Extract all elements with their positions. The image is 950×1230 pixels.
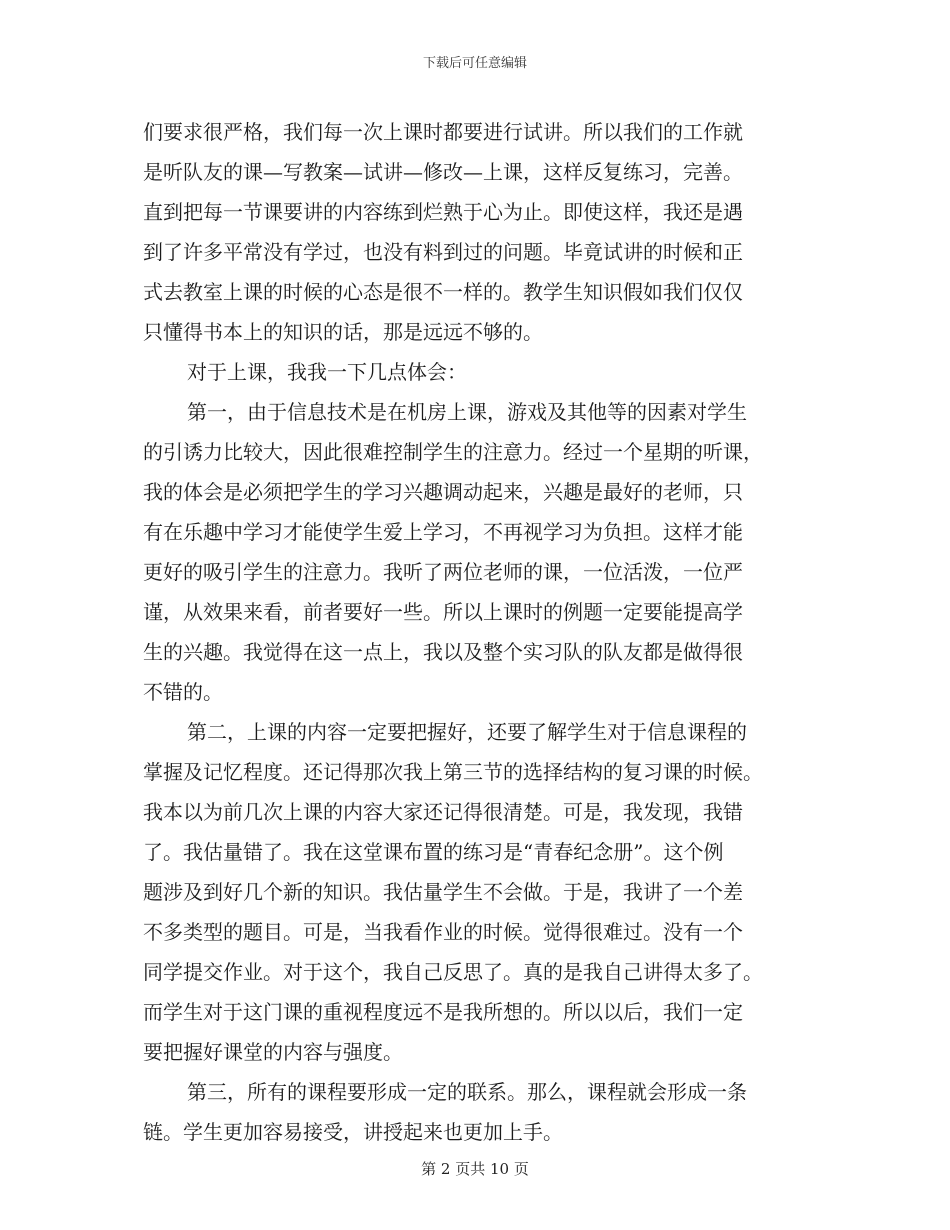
text-line: 了。我估量错了。我在这堂课布置的练习是“青春纪念册”。这个例 [143,840,724,864]
paragraph [143,112,807,352]
text-line: 直到把每一节课要讲的内容练到烂熟于心为止。即使这样，我还是遇 [143,200,743,224]
text-line: 题涉及到好几个新的知识。我估量学生不会做。于是，我讲了一个差 [143,880,743,904]
text-line: 式去教室上课的时候的心态是很不一样的。教学生知识假如我们仅仅 [143,280,743,304]
text-line: 谨，从效果来看，前者要好一些。所以上课时的例题一定要能提高学 [143,600,743,624]
text-line: 掌握及记忆程度。还记得那次我上第三节的选择结构的复习课的时候。 [143,760,763,784]
text-line: 对于上课，我我一下几点体会： [187,360,467,384]
text-line: 更好的吸引学生的注意力。我听了两位老师的课，一位活泼，一位严 [143,560,743,584]
text-line: 第一，由于信息技术是在机房上课，游戏及其他等的因素对学生 [187,400,747,424]
text-line: 我的体会是必须把学生的学习兴趣调动起来，兴趣是最好的老师，只 [143,480,743,504]
text-line: 生的兴趣。我觉得在这一点上，我以及整个实习队的队友都是做得很 [143,640,743,664]
text-line: 有在乐趣中学习才能使学生爱上学习，不再视学习为负担。这样才能 [143,520,743,544]
text-line: 是听队友的课—写教案—试讲—修改—上课，这样反复练习，完善。 [143,160,743,184]
paragraph [143,392,807,712]
text-line: 链。学生更加容易接受，讲授起来也更加上手。 [143,1120,563,1144]
text-line: 们要求很严格，我们每一次上课时都要进行试讲。所以我们的工作就 [143,120,743,144]
text-line: 要把握好课堂的内容与强度。 [143,1040,403,1064]
document-body [143,112,807,1152]
text-line: 不多类型的题目。可是，当我看作业的时候。觉得很难过。没有一个 [143,920,743,944]
text-line: 只懂得书本上的知识的话，那是远远不够的。 [143,320,543,344]
paragraph [143,712,807,1072]
text-line: 而学生对于这门课的重视程度远不是我所想的。所以以后，我们一定 [143,1000,743,1024]
text-line: 到了许多平常没有学过，也没有料到过的问题。毕竟试讲的时候和正 [143,240,743,264]
text-line: 不错的。 [143,680,223,704]
text-line: 同学提交作业。对于这个，我自己反思了。真的是我自己讲得太多了。 [143,960,763,984]
paragraph [143,1072,807,1152]
page-header: 下载后可任意编辑 [422,56,527,71]
text-line: 的引诱力比较大，因此很难控制学生的注意力。经过一个星期的听课， [143,440,763,464]
page-footer: 第 2 页共 10 页 [421,1160,529,1178]
text-line: 我本以为前几次上课的内容大家还记得很清楚。可是，我发现，我错 [143,800,743,824]
paragraph [143,352,807,392]
text-line: 第三，所有的课程要形成一定的联系。那么，课程就会形成一条 [187,1080,747,1104]
text-line: 第二，上课的内容一定要把握好，还要了解学生对于信息课程的 [187,720,747,744]
